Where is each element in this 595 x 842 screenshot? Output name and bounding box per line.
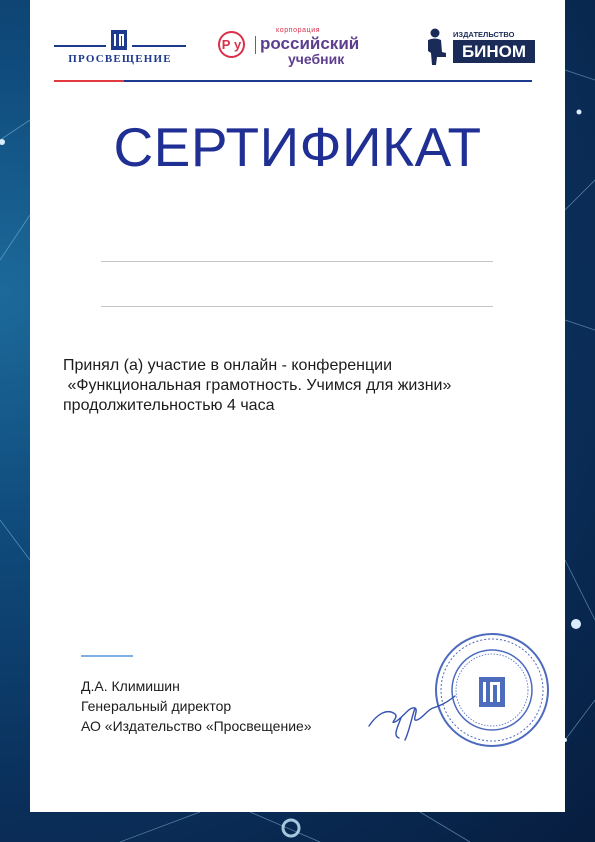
prosveshchenie-wordmark: ПРОСВЕЩЕНИЕ — [68, 53, 172, 65]
binom-logo — [422, 26, 542, 70]
body-line-participation: Принял (а) участие в онлайн - конференции — [63, 357, 393, 374]
certificate-body — [63, 356, 533, 416]
recipient-name-line — [101, 261, 493, 262]
ru-corporation-label: корпорация — [276, 27, 321, 34]
ru-emblem-icon: Р у — [218, 31, 245, 58]
rossiyskiy-uchebnik-logo — [216, 24, 376, 72]
signer-block — [81, 676, 312, 736]
prosveshchenie-emblem-icon — [111, 30, 127, 50]
recipient-name-line-2 — [101, 306, 493, 307]
header-divider-accent — [54, 80, 124, 82]
seated-figure-icon — [422, 27, 448, 67]
signature-accent-line — [81, 655, 133, 657]
ru-wordmark-line1: российский — [260, 34, 360, 53]
ru-wordmark-line2: учебник — [288, 51, 345, 67]
logo-bar — [30, 0, 565, 82]
prosveshchenie-logo — [54, 28, 186, 68]
body-line-duration: продолжительностью 4 часа — [63, 397, 275, 414]
header-divider — [54, 80, 532, 82]
official-stamp — [432, 630, 552, 750]
binom-publisher-label: ИЗДАТЕЛЬСТВО — [453, 30, 515, 39]
signer-organization: АО «Издательство «Просвещение» — [81, 718, 312, 734]
logo-rule-left — [54, 45, 106, 47]
body-line-conference-title: «Функциональная грамотность. Учимся для жизни» — [63, 377, 452, 394]
signer-name: Д.А. Климишин — [81, 678, 180, 694]
signer-position: Генеральный директор — [81, 698, 232, 714]
logo-rule-right — [132, 45, 186, 47]
certificate-sheet — [30, 0, 565, 812]
ru-separator — [255, 36, 256, 54]
binom-wordmark: БИНОМ — [453, 40, 535, 63]
certificate-title: СЕРТИФИКАТ — [113, 116, 482, 178]
